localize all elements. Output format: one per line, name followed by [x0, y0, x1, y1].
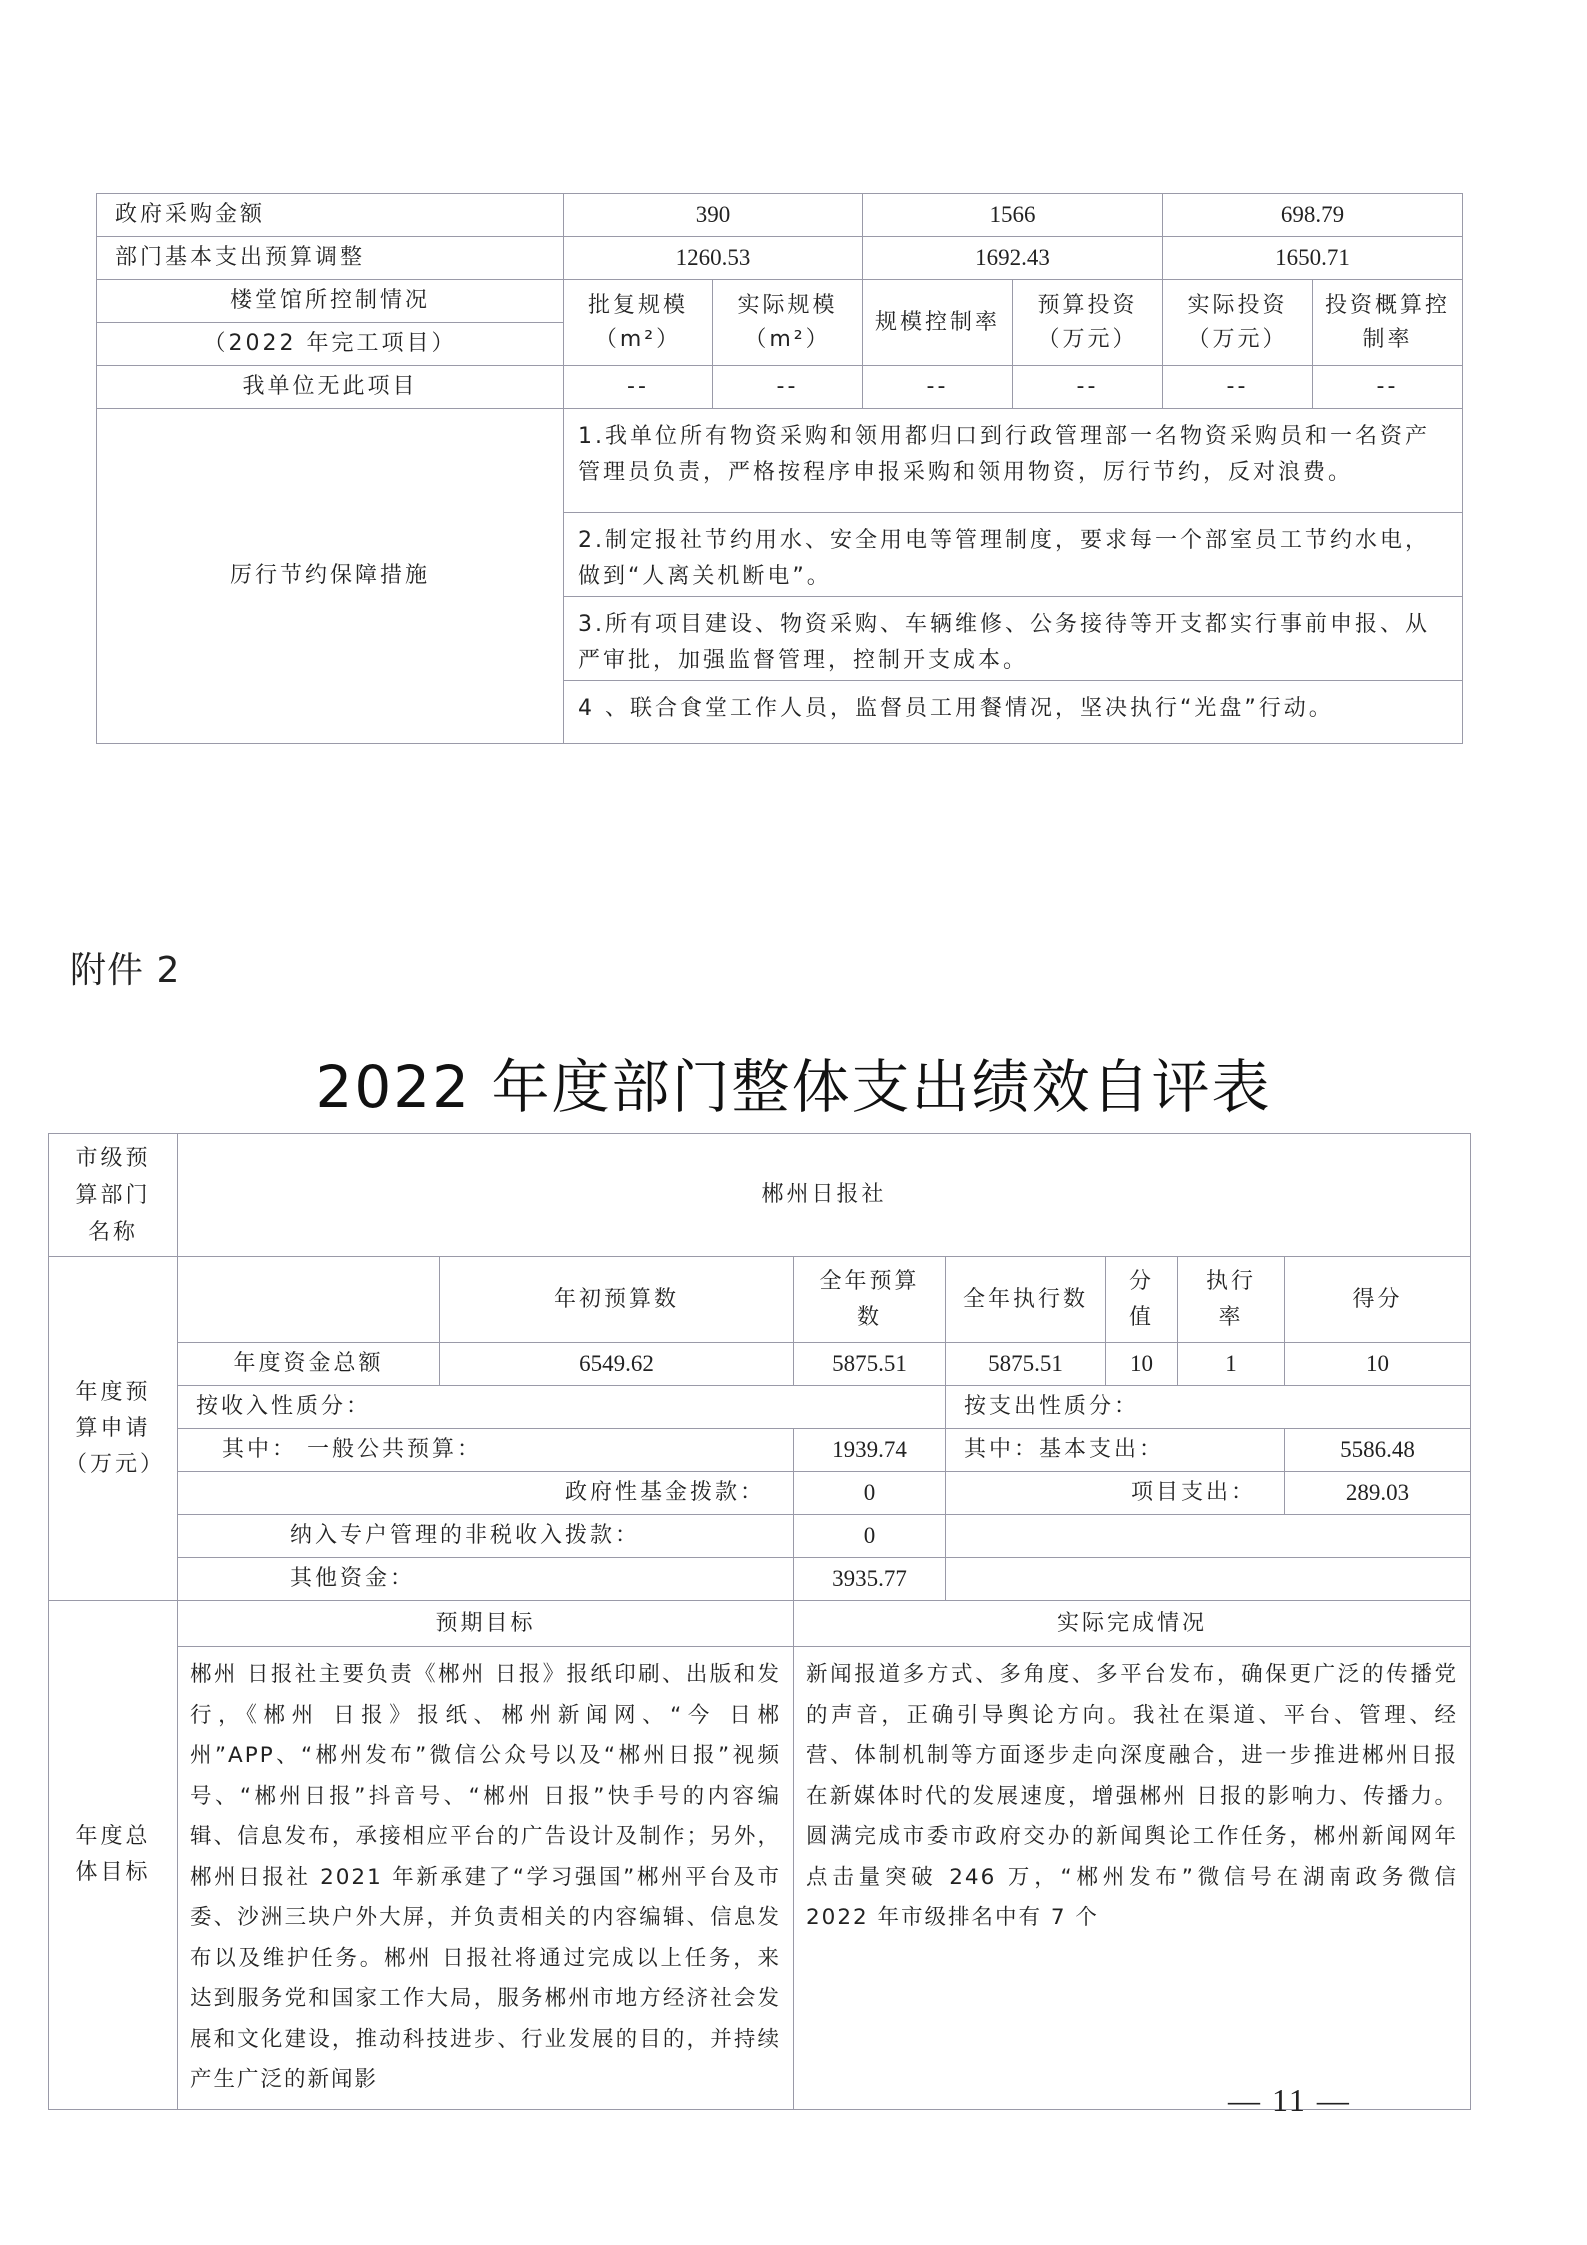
- budget-adjust-label: 部门基本支出预算调整: [97, 237, 564, 280]
- measure-item-1: 1.我单位所有物资采购和领用都归口到行政管理部一名物资采购员和一名资产管理员负责，严格按程序申报采购和领用物资，厉行节约，反对浪费。: [564, 409, 1463, 513]
- page-number: — 11 —: [1228, 2082, 1351, 2118]
- measure-item-2: 2.制定报社节约用水、安全用电等管理制度，要求每一个部室员工节约水电，做到“人离关机断电”。: [564, 513, 1463, 597]
- dept-label: 市级预算部门名称: [49, 1134, 178, 1257]
- procurement-label: 政府采购金额: [97, 194, 564, 237]
- blank-header-cell: [178, 1257, 440, 1343]
- total-full-value: 5875.51: [794, 1343, 946, 1386]
- basic-expense-label: 其中：基本支出：: [946, 1429, 1285, 1472]
- budget-adjust-value-3: 1650.71: [1163, 237, 1463, 280]
- total-exec-value: 5875.51: [946, 1343, 1106, 1386]
- total-score-value: 10: [1106, 1343, 1178, 1386]
- project-expense-value: 289.03: [1285, 1472, 1471, 1515]
- expected-goal-text: 郴州 日报社主要负责《郴州 日报》报纸印刷、出版和发行，《郴州 日报》报纸、郴州新闻网、“今 日郴州”APP、“郴州发布”微信公众号以及“郴州日报”视频号、“郴州日报”抖音号、“郴州 日报”快手号的内容编辑、信息发布，承接相应平台的广告设计及制作；另外，郴州日报社 2021 年新承建了“学习强国”郴州平台及市委、沙洲三块户外大屏，并负责相关的内容编辑、信息发布以及维护任务。郴州 日报社将通过完成以上任务，来达到服务党和国家工作大局，服务郴州市地方经济社会发展和文化建设，推动科技进步、行业发展的目的，并持续产生广泛的新闻影: [178, 1647, 794, 2110]
- actual-completion-header: 实际完成情况: [794, 1601, 1471, 1647]
- dash-cell: --: [1313, 366, 1463, 409]
- basic-expense-value: 5586.48: [1285, 1429, 1471, 1472]
- by-income-label: 按收入性质分：: [178, 1386, 946, 1429]
- measure-item-3: 3.所有项目建设、物资采购、车辆维修、公务接待等开支都实行事前申报、从严审批，加强监督管理，控制开支成本。: [564, 597, 1463, 681]
- completed-project-label: （2022 年完工项目）: [97, 323, 564, 366]
- annual-goal-label: 年度总体目标: [49, 1601, 178, 2110]
- investment-control-rate-header: 投资概算控制率: [1313, 280, 1463, 366]
- scale-control-rate-header: 规模控制率: [863, 280, 1013, 366]
- attachment-label: 附件 2: [70, 950, 181, 991]
- project-expense-label: 项目支出：: [946, 1472, 1285, 1515]
- dash-cell: --: [1163, 366, 1313, 409]
- other-funds-label: 其他资金：: [178, 1558, 794, 1601]
- total-score: 10: [1285, 1343, 1471, 1386]
- procurement-value-1: 390: [564, 194, 863, 237]
- evaluation-table: [48, 1133, 1471, 2110]
- blank-cell: [946, 1515, 1471, 1558]
- initial-budget-header: 年初预算数: [440, 1257, 794, 1343]
- gov-fund-label: 政府性基金拨款：: [178, 1472, 794, 1515]
- dept-name: 郴州日报社: [178, 1134, 1471, 1257]
- dash-cell: --: [564, 366, 713, 409]
- total-initial-value: 6549.62: [440, 1343, 794, 1386]
- full-year-execution-header: 全年执行数: [946, 1257, 1106, 1343]
- budget-adjust-value-1: 1260.53: [564, 237, 863, 280]
- measure-item-4: 4 、联合食堂工作人员，监督员工用餐情况，坚决执行“光盘”行动。: [564, 681, 1463, 744]
- procurement-value-2: 1566: [863, 194, 1163, 237]
- document-title: 2022 年度部门整体支出绩效自评表: [315, 1053, 1272, 1121]
- non-tax-income-value: 0: [794, 1515, 946, 1558]
- general-budget-value: 1939.74: [794, 1429, 946, 1472]
- score-header: 得分: [1285, 1257, 1471, 1343]
- no-project-label: 我单位无此项目: [97, 366, 564, 409]
- general-budget-label: 其中： 一般公共预算：: [178, 1429, 794, 1472]
- budget-adjust-value-2: 1692.43: [863, 237, 1163, 280]
- gov-fund-value: 0: [794, 1472, 946, 1515]
- full-year-budget-header: 全年预算数: [794, 1257, 946, 1343]
- actual-investment-header: 实际投资（万元）: [1163, 280, 1313, 366]
- by-expense-label: 按支出性质分：: [946, 1386, 1471, 1429]
- dash-cell: --: [1013, 366, 1163, 409]
- actual-completion-text: 新闻报道多方式、多角度、多平台发布，确保更广泛的传播党的声音，正确引导舆论方向。我社在渠道、平台、管理、经营、体制机制等方面逐步走向深度融合，进一步推进郴州日报在新媒体时代的发展速度，增强郴州 日报的影响力、传播力。圆满完成市委市政府交办的新闻舆论工作任务，郴州新闻网年点击量突破 246 万，“郴州发布”微信号在湖南政务微信 2022 年市级排名中有 7 个: [794, 1647, 1471, 2110]
- score-value-header: 分值: [1106, 1257, 1178, 1343]
- actual-scale-header: 实际规模（m²）: [713, 280, 863, 366]
- total-rate-value: 1: [1178, 1343, 1285, 1386]
- total-funds-label: 年度资金总额: [178, 1343, 440, 1386]
- expected-goal-header: 预期目标: [178, 1601, 794, 1647]
- budget-investment-header: 预算投资（万元）: [1013, 280, 1163, 366]
- frugality-measures-label: 厉行节约保障措施: [97, 409, 564, 744]
- non-tax-income-label: 纳入专户管理的非税收入拨款：: [178, 1515, 794, 1558]
- blank-cell: [946, 1558, 1471, 1601]
- other-funds-value: 3935.77: [794, 1558, 946, 1601]
- procurement-value-3: 698.79: [1163, 194, 1463, 237]
- dash-cell: --: [863, 366, 1013, 409]
- budget-application-label: 年度预算申请（万元）: [49, 1257, 178, 1601]
- approved-scale-header: 批复规模（m²）: [564, 280, 713, 366]
- building-control-label: 楼堂馆所控制情况: [97, 280, 564, 323]
- top-table: [96, 193, 1463, 744]
- dash-cell: --: [713, 366, 863, 409]
- execution-rate-header: 执行率: [1178, 1257, 1285, 1343]
